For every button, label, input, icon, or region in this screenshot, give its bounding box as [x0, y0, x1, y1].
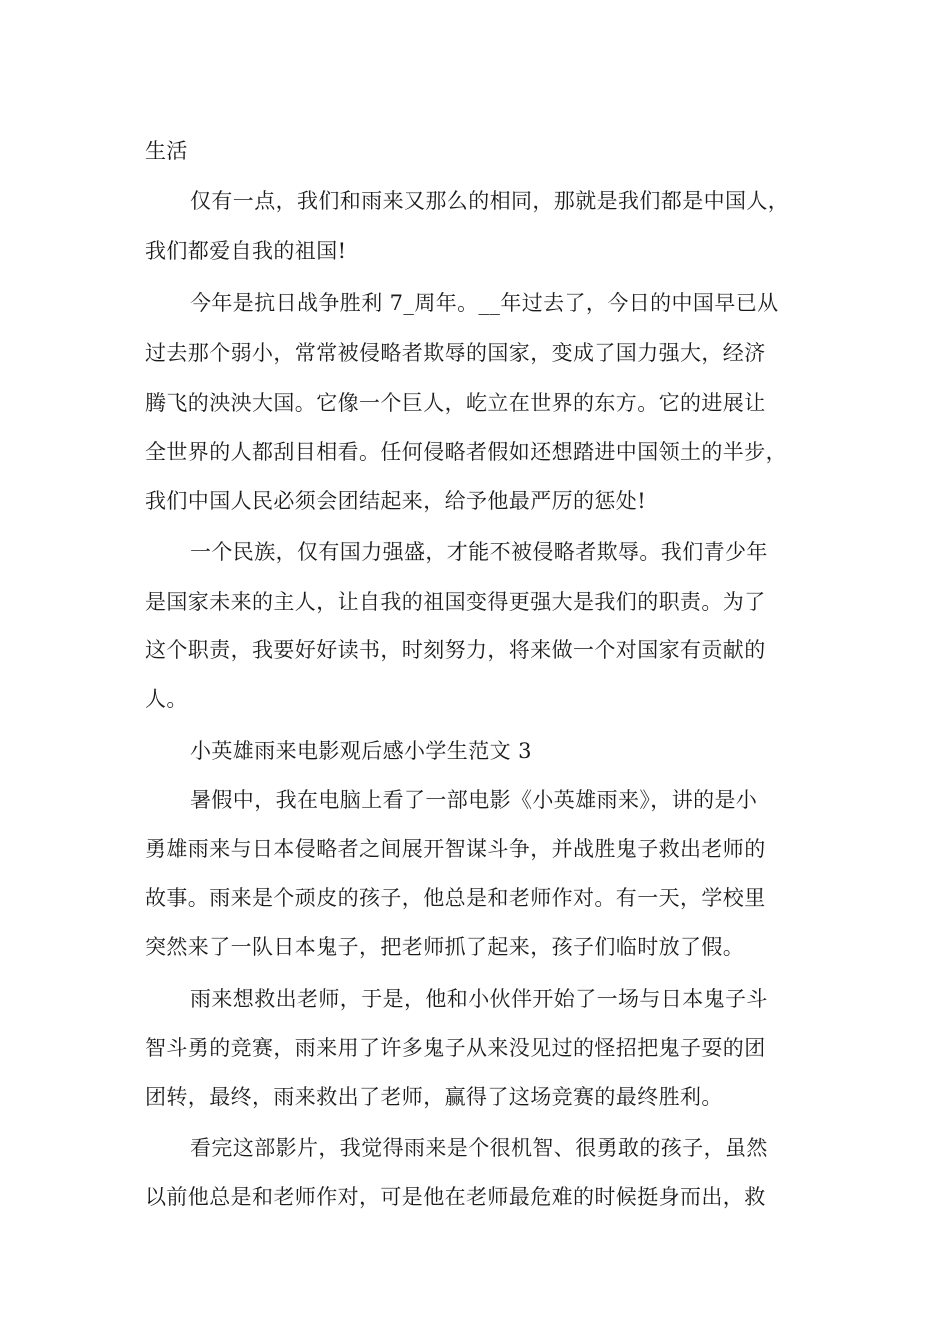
text-line-2: 仅有一点，我们和雨来又那么的相同，那就是我们都是中国人， — [190, 189, 790, 213]
text-line-20: 团转，最终，雨来救出了老师，赢得了这场竞赛的最终胜利。 — [145, 1085, 723, 1109]
text-line-14: 暑假中，我在电脑上看了一部电影《小英雄雨来》，讲的是小 — [190, 788, 758, 812]
text-line-15: 勇雄雨来与日本侵略者之间展开智谋斗争，并战胜鬼子救出老师的 — [145, 837, 766, 861]
text-line-9: 一个民族，仅有国力强盛，才能不被侵略者欺辱。我们青少年 — [190, 540, 768, 564]
text-line-21: 看完这部影片，我觉得雨来是个很机智、很勇敢的孩子，虽然 — [190, 1136, 768, 1160]
text-line-16: 故事。雨来是个顽皮的孩子，他总是和老师作对。有一天，学校里 — [145, 886, 766, 910]
text-line-5: 过去那个弱小，常常被侵略者欺辱的国家，变成了国力强大，经济 — [145, 341, 766, 365]
text-line-8: 我们中国人民必须会团结起来，给予他最严厉的惩处! — [145, 489, 647, 513]
text-line-18: 雨来想救出老师，于是，他和小伙伴开始了一场与日本鬼子斗 — [190, 987, 768, 1011]
text-line-12: 人。 — [145, 687, 188, 711]
text-line-11: 这个职责，我要好好读书，时刻努力，将来做一个对国家有贡献的 — [145, 638, 766, 662]
section-heading: 小英雄雨来电影观后感小学生范文 3 — [190, 739, 532, 763]
text-line-19: 智斗勇的竞赛，雨来用了许多鬼子从来没见过的怪招把鬼子耍的团 — [145, 1036, 766, 1060]
text-line-22: 以前他总是和老师作对，可是他在老师最危难的时候挺身而出，救 — [145, 1185, 766, 1209]
text-line-4: 今年是抗日战争胜利 7_周年。__年过去了，今日的中国早已从 — [190, 291, 779, 315]
text-line-10: 是国家未来的主人，让自我的祖国变得更强大是我们的职责。为了 — [145, 590, 766, 614]
text-line-17: 突然来了一队日本鬼子，把老师抓了起来，孩子们临时放了假。 — [145, 935, 745, 959]
text-line-3: 我们都爱自我的祖国! — [145, 239, 347, 263]
text-line-1: 生活 — [145, 139, 188, 163]
text-line-7: 全世界的人都刮目相看。任何侵略者假如还想踏进中国领土的半步， — [145, 440, 787, 464]
text-line-6: 腾飞的泱泱大国。它像一个巨人，屹立在世界的东方。它的进展让 — [145, 391, 766, 415]
